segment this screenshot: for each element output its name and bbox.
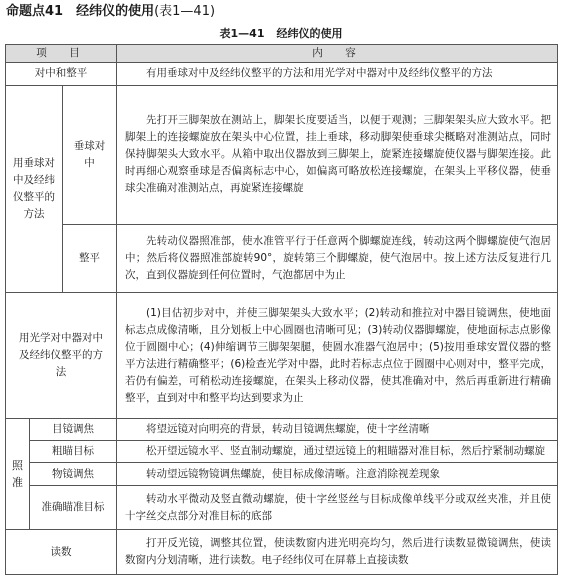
section-title: 命题点41 经纬仪的使用	[6, 4, 155, 19]
row-content-eyepiece-focus: 将望远镜对向明亮的背景，转动目镜调焦螺旋，使十字丝清晰	[117, 418, 558, 440]
table-row	[6, 63, 558, 85]
table-row	[6, 85, 558, 225]
row-label-aiming: 照准	[6, 418, 30, 529]
header-item: 项 目	[6, 45, 117, 63]
sub-label-leveling: 整平	[63, 225, 117, 293]
row-content-plumb-centering: 先打开三脚架放在测站上，脚架长度要适当，以便于观测；三脚架架头应大致水平。把脚架上的连接螺旋放在架头中心位置，挂上垂球，移动脚架使垂球尖概略对准测站点，同时保持脚架头大致水平。从箱中取出仪器放到三脚架上，旋紧连接螺旋使仪器与脚架连接。此时再细心观察垂球是否偏离标志中心，如偏离可略放松连接螺旋，在架头上平移仪器，使垂球尖准确对准测站点，再旋紧连接螺旋	[117, 85, 558, 225]
table-row	[6, 441, 558, 463]
row-content-rough-aim: 松开望远镜水平、竖直制动螺旋，通过望远镜上的粗瞄器对准目标，然后拧紧制动螺旋	[117, 441, 558, 463]
row-content-optical-method: (1)目估初步对中，并使三脚架架头大致水平；(2)转动和推拉对中器目镜调焦，使地面标志点成像清晰，且分划板上中心圆圈也清晰可见；(3)转动仪器脚螺旋，使地面标志点影像位于圆圈中心；(4)伸缩调节三脚架架腿，使圆水准器气泡居中；(5)按用垂球安置仪器的整平方法进行精确整平；(6)检查光学对中器，此时若标志点位于圆圈中心则对中，整平完成，若仍有偏差，可稍松动连接螺旋，在架头上移动仪器，使其准确对中，然后再重新进行精确整平，直到对中和整平均达到要求为止	[117, 293, 558, 419]
sub-label-precise-aim: 准确瞄准目标	[30, 485, 117, 530]
table-reference: (表1—41)	[154, 4, 216, 19]
table-title: 经纬仪的使用	[276, 27, 343, 40]
sub-label-objective-focus: 物镜调焦	[30, 463, 117, 485]
table-row	[6, 293, 558, 419]
row-content-precise-aim: 转动水平微动及竖直微动螺旋，使十字丝竖丝与目标成像单线平分或双丝夹准，并且使十字丝交点部分对准目标的底部	[117, 485, 558, 530]
row-content-leveling: 先转动仪器照准部，使水准管平行于任意两个脚螺旋连线，转动这两个脚螺旋使气泡居中；然后将仪器照准部旋转90°，旋转第三个脚螺旋，使气泡居中。按上述方法反复进行几次，直到仪器旋到任何位置时，气泡都居中为止	[117, 225, 558, 293]
row-content-centering-leveling: 有用垂球对中及经纬仪整平的方法和用光学对中器对中及经纬仪整平的方法	[117, 63, 558, 85]
row-content-objective-focus: 转动望远镜物镜调焦螺旋，使目标成像清晰。注意消除视差现象	[117, 463, 558, 485]
table-row	[6, 463, 558, 485]
table-row	[6, 530, 558, 575]
sub-label-plumb-centering: 垂球对中	[63, 85, 117, 225]
row-label-plumb-method: 用垂球对中及经纬仪整平的方法	[6, 85, 63, 293]
section-heading	[6, 2, 215, 22]
table-row	[6, 418, 558, 440]
sub-label-rough-aim: 粗瞄目标	[30, 441, 117, 463]
row-label-reading: 读数	[6, 530, 117, 575]
table-row	[6, 485, 558, 530]
table-row	[6, 225, 558, 293]
header-content: 内 容	[117, 45, 558, 63]
row-label-centering-leveling: 对中和整平	[6, 63, 117, 85]
row-content-reading: 打开反光镜，调整其位置，使读数窗内进光明亮均匀，然后进行读数显微镜调焦，使读数窗内分划清晰，进行读数。电子经纬仪可在屏幕上直接读数	[117, 530, 558, 575]
sub-label-eyepiece-focus: 目镜调焦	[30, 418, 117, 440]
table-number: 表1—41	[219, 27, 265, 40]
header-row	[6, 45, 558, 63]
theodolite-usage-table	[5, 44, 558, 575]
row-label-optical-method: 用光学对中器对中及经纬仪整平的方法	[6, 293, 117, 419]
table-caption	[0, 26, 562, 42]
